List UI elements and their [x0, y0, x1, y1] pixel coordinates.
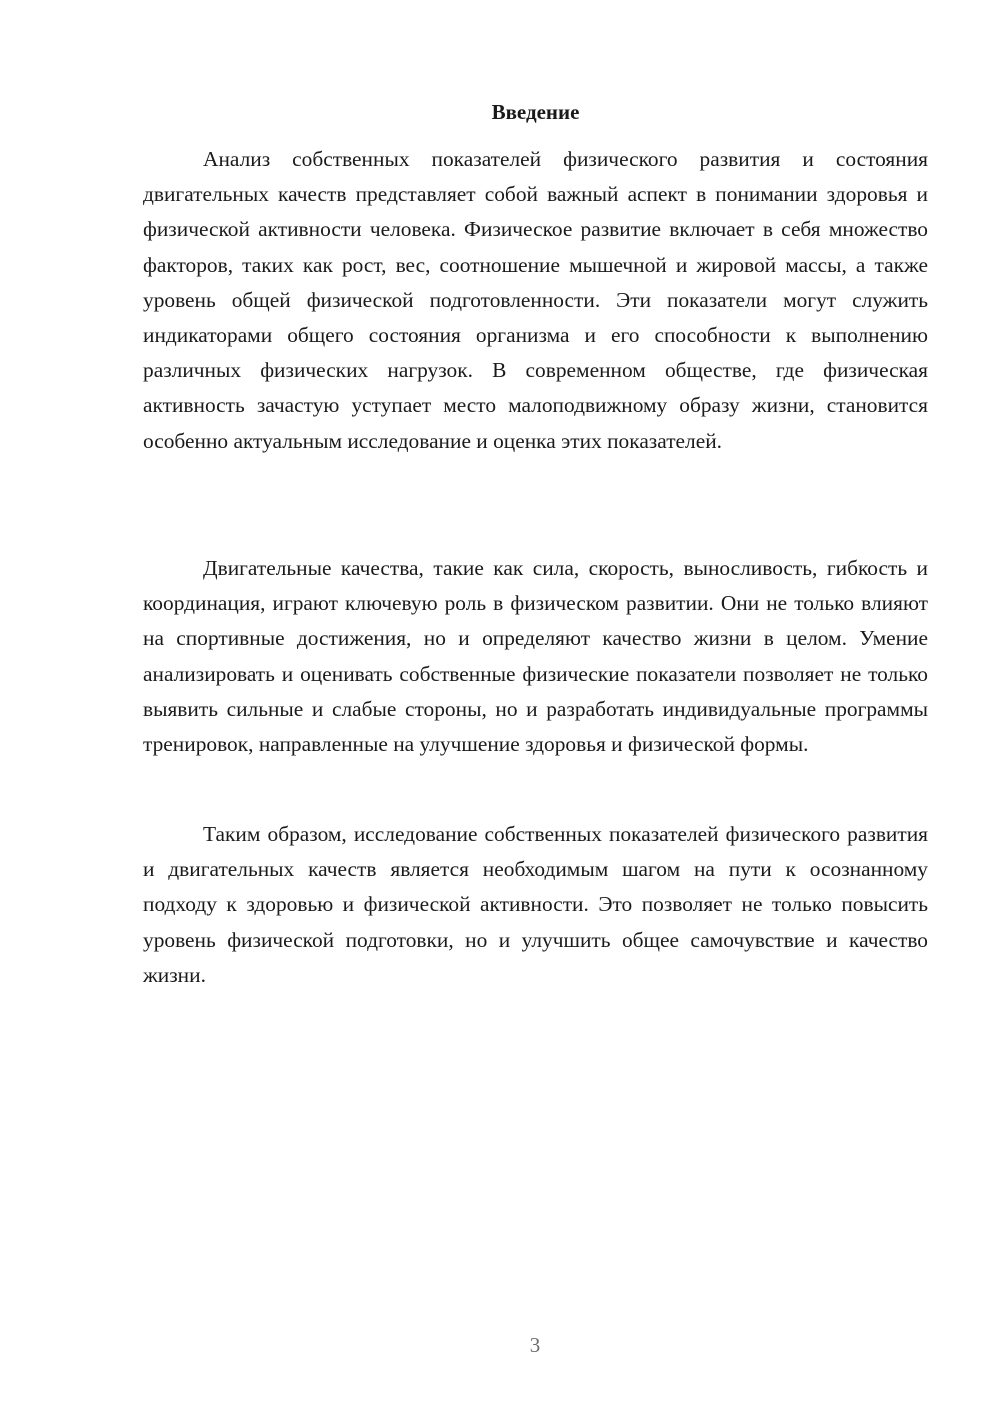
paragraph-3: Таким образом, исследование собственных показателей физического развития и двигательных качеств является необходимым шагом на пути к осознанному подходу к здоровью и физической активности. Это позволяет не только повысить уровень физической подготовки, но и улучшить общее самочувствие и качество жизни.: [143, 822, 928, 987]
section-heading: Введение: [491, 100, 580, 124]
paragraph-2: Двигательные качества, такие как сила, скорость, выносливость, гибкость и координация, играют ключевую роль в физическом развитии. Они не только влияют на спортивные достижения, но и определяют качество жизни в целом. Умение анализировать и оценивать собственные физические показатели позволяет не только выявить сильные и слабые стороны, но и разработать индивидуальные программы тренировок, направленные на улучшение здоровья и физической формы.: [143, 556, 928, 757]
page-number: 3: [529, 1333, 541, 1357]
paragraph-1: Анализ собственных показателей физического развития и состояния двигательных качеств представляет собой важный аспект в понимании здоровья и физической активности человека. Физическое развитие включает в себя множество факторов, таких как рост, вес, соотношение мышечной и жировой массы, а также уровень общей физической подготовленности. Эти показатели могут служить индикаторами общего состояния организма и его способности к выполнению различных физических нагрузок. В современном обществе, где физическая активность зачастую уступает место малоподвижному образу жизни, становится особенно актуальным исследование и оценка этих показателей.: [143, 147, 928, 453]
